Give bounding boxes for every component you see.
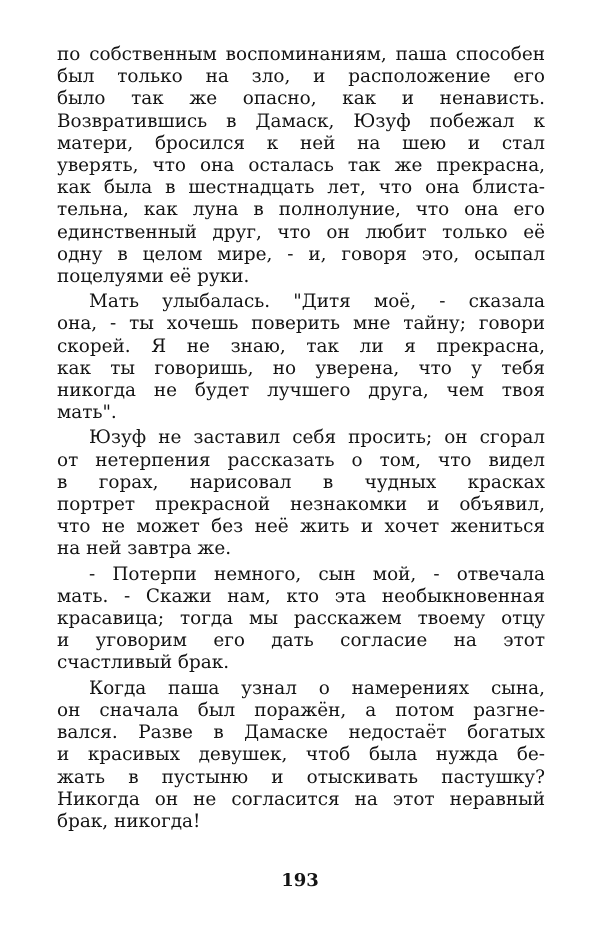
- text-line: одну в целом мире, - и, говоря это, осыпал: [57, 243, 545, 265]
- text-line: на ней завтра же.: [57, 538, 232, 560]
- text-line: и красивых девушек, чтоб была нужда бе-: [57, 744, 545, 766]
- text-line: тельна, как луна в полнолуние, что она его: [57, 199, 545, 221]
- paragraph: [57, 678, 545, 833]
- text-line: жать в пустыню и отыскивать пастушку?: [57, 766, 545, 788]
- body-text: [57, 44, 545, 833]
- text-line: в горах, нарисовал в чудных красках: [57, 471, 545, 493]
- text-line: Никогда он не согласится на этот неравный: [57, 788, 545, 810]
- text-line: матери, бросился к ней на шею и стал: [57, 132, 545, 154]
- text-line: поцелуями её руки.: [57, 266, 250, 288]
- paragraph: [57, 44, 545, 288]
- text-line: как была в шестнадцать лет, что она блиста-: [57, 177, 545, 199]
- text-line: единственный друг, что он любит только её: [57, 221, 545, 243]
- text-line: скорей. Я не знаю, так ли я прекрасна,: [57, 335, 545, 357]
- text-line: Когда паша узнал о намерениях сына,: [89, 677, 545, 699]
- paragraph: [57, 291, 545, 424]
- text-line: было так же опасно, как и ненависть.: [57, 88, 545, 110]
- text-line: вался. Разве в Дамаске недостаёт богатых: [57, 722, 545, 744]
- text-line: Мать улыбалась. "Дитя моё, - сказала: [89, 291, 545, 313]
- text-line: он сначала был поражён, а потом разгне-: [57, 699, 545, 721]
- text-line: мать".: [57, 402, 117, 424]
- text-line: мать. - Скажи нам, кто эта необыкновенная: [57, 585, 545, 607]
- text-line: уверять, что она осталась так же прекрасна,: [57, 155, 545, 177]
- text-line: брак, никогда!: [57, 810, 201, 832]
- text-line: по собственным воспоминаниям, паша способен: [57, 44, 545, 65]
- text-line: как ты говоришь, но уверена, что у тебя: [57, 357, 545, 379]
- text-line: что не может без неё жить и хочет жениться: [57, 516, 545, 538]
- page-number: 193: [281, 870, 319, 891]
- text-line: Возвратившись в Дамаск, Юзуф побежал к: [57, 110, 545, 132]
- text-line: - Потерпи немного, сын мой, - отвечала: [89, 563, 545, 585]
- text-line: портрет прекрасной незнакомки и объявил,: [57, 494, 545, 516]
- paragraph: [57, 427, 545, 560]
- text-line: никогда не будет лучшего друга, чем твоя: [57, 380, 545, 402]
- text-line: Юзуф не заставил себя просить; он сгорал: [89, 427, 545, 449]
- text-line: и уговорим его дать согласие на этот: [57, 630, 545, 652]
- text-line: от нетерпения рассказать о том, что видел: [57, 449, 545, 471]
- text-line: она, - ты хочешь поверить мне тайну; говори: [57, 313, 545, 335]
- text-line: красавица; тогда мы расскажем твоему отцу: [57, 608, 545, 630]
- text-line: был только на зло, и расположение его: [57, 66, 545, 88]
- text-line: счастливый брак.: [57, 652, 230, 674]
- paragraph: [57, 564, 545, 675]
